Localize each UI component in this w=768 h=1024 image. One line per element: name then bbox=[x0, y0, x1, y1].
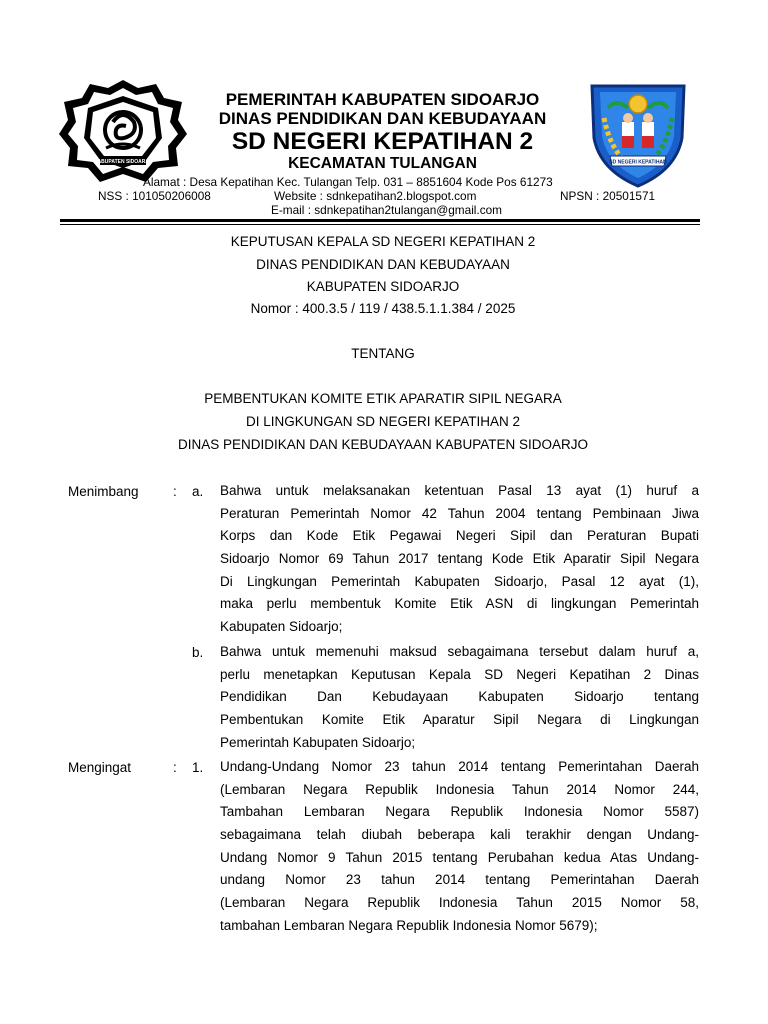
paragraph-line: Di Lingkungan Pemerintah Kabupaten Sidoarjo, Pasal 12 ayat (1), bbox=[220, 573, 699, 589]
letterhead-website: Website : sdnkepatihan2.blogspot.com bbox=[274, 189, 477, 203]
mengingat-label: Mengingat bbox=[68, 760, 132, 775]
paragraph-line: Peraturan Pemerintah Nomor 42 Tahun 2004 tentang Pembinaan Jiwa bbox=[220, 505, 699, 521]
paragraph-line: Korps dan Kode Etik Pegawai Negeri Sipil dan Peraturan Bupati bbox=[220, 528, 699, 544]
menimbang-a-marker: a. bbox=[192, 484, 204, 499]
school-emblem-logo bbox=[586, 78, 690, 190]
decree-subject-line-1: PEMBENTUKAN KOMITE ETIK APARATIR SIPIL NEGARA bbox=[204, 391, 562, 406]
decree-subject-line-3: DINAS PENDIDIKAN DAN KEBUDAYAAN KABUPATEN SIDOARJO bbox=[177, 437, 589, 452]
decree-regency: KABUPATEN SIDOARJO bbox=[306, 279, 460, 294]
menimbang-colon: : bbox=[173, 484, 177, 499]
decree-number: Nomor : 400.3.5 / 119 / 438.5.1.1.384 / 2025 bbox=[250, 301, 516, 316]
paragraph-line: Tambahan Lembaran Negara Republik Indonesia Nomor 5587) bbox=[220, 804, 699, 820]
menimbang-a-paragraph bbox=[220, 480, 699, 639]
paragraph-line: Undang-Undang Nomor 23 tahun 2014 tentang Pemerintahan Daerah bbox=[220, 759, 699, 774]
decree-title: KEPUTUSAN KEPALA SD NEGERI KEPATIHAN 2 bbox=[230, 234, 536, 249]
paragraph-line: Bahwa untuk memenuhi maksud sebagaimana tersebut dalam huruf a, bbox=[220, 644, 699, 659]
mengingat-colon: : bbox=[173, 760, 177, 775]
paragraph-line: Pendidikan Dan Kebudayaan Kabupaten Sidoarjo tentang bbox=[220, 689, 699, 705]
letterhead-department: DINAS PENDIDIKAN DAN KEBUDAYAAN bbox=[218, 109, 547, 128]
menimbang-label: Menimbang bbox=[68, 484, 139, 499]
mengingat-1-paragraph bbox=[220, 756, 699, 938]
svg-text:SD NEGERI KEPATIHAN: SD NEGERI KEPATIHAN bbox=[609, 159, 667, 166]
paragraph-line: Kabupaten Sidoarjo; bbox=[220, 619, 343, 635]
decree-department: DINAS PENDIDIKAN DAN KEBUDAYAAN bbox=[256, 257, 510, 272]
paragraph-line: (Lembaran Negara Republik Indonesia Tahun 2014 Nomor 244, bbox=[220, 781, 699, 797]
paragraph-line: Sidoarjo Nomor 69 Tahun 2017 tentang Kode Etik Aparatir Sipil Negara bbox=[220, 551, 699, 567]
letterhead-nss: NSS : 101050206008 bbox=[98, 189, 211, 203]
menimbang-b-paragraph bbox=[220, 641, 699, 754]
paragraph-line: maka perlu membentuk Komite Etik ASN di lingkungan Pemerintah bbox=[220, 596, 699, 612]
paragraph-line: Bahwa untuk melaksanakan ketentuan Pasal 13 ayat (1) huruf a bbox=[220, 483, 699, 498]
paragraph-line: Pemerintah Kabupaten Sidoarjo; bbox=[220, 734, 416, 750]
decree-about: TENTANG bbox=[351, 346, 415, 361]
letterhead-district: KECAMATAN TULANGAN bbox=[288, 155, 477, 172]
letterhead-address: Alamat : Desa Kepatihan Kec. Tulangan Telp. 031 – 8851604 Kode Pos 61273 bbox=[143, 175, 553, 189]
paragraph-line: undang Nomor 23 tahun 2014 tentang Pemerintahan Daerah bbox=[220, 872, 699, 888]
letterhead-email: E-mail : sdnkepatihan2tulangan@gmail.com bbox=[271, 203, 502, 217]
paragraph-line: Undang Nomor 9 Tahun 2015 tentang Perubahan kedua Atas Undang- bbox=[220, 849, 699, 865]
paragraph-line: sebagaimana telah diubah beberapa kali terakhir dengan Undang- bbox=[220, 827, 699, 843]
paragraph-line: perlu menetapkan Keputusan Kepala SD Negeri Kepatihan 2 Dinas bbox=[220, 666, 699, 682]
paragraph-line: (Lembaran Negara Republik Indonesia Tahun 2015 Nomor 58, bbox=[220, 895, 699, 911]
decree-subject-line-2: DI LINGKUNGAN SD NEGERI KEPATIHAN 2 bbox=[245, 414, 521, 429]
paragraph-line: tambahan Lembaran Negara Republik Indonesia Nomor 5679); bbox=[220, 917, 598, 933]
paragraph-line: Pembentukan Komite Etik Aparatur Sipil Negara di Lingkungan bbox=[220, 712, 699, 728]
svg-text:KABUPATEN SIDOARJO: KABUPATEN SIDOARJO bbox=[93, 159, 153, 165]
letterhead-divider-thin bbox=[60, 224, 700, 225]
letterhead-government: PEMERINTAH KABUPATEN SIDOARJO bbox=[225, 90, 540, 109]
letterhead-divider-thick bbox=[60, 219, 700, 222]
letterhead-npsn: NPSN : 20501571 bbox=[560, 189, 656, 203]
menimbang-b-marker: b. bbox=[192, 645, 204, 660]
kabupaten-sidoarjo-seal-logo bbox=[58, 78, 188, 184]
letterhead-school-name: SD NEGERI KEPATIHAN 2 bbox=[231, 128, 534, 155]
mengingat-1-marker: 1. bbox=[192, 760, 204, 775]
